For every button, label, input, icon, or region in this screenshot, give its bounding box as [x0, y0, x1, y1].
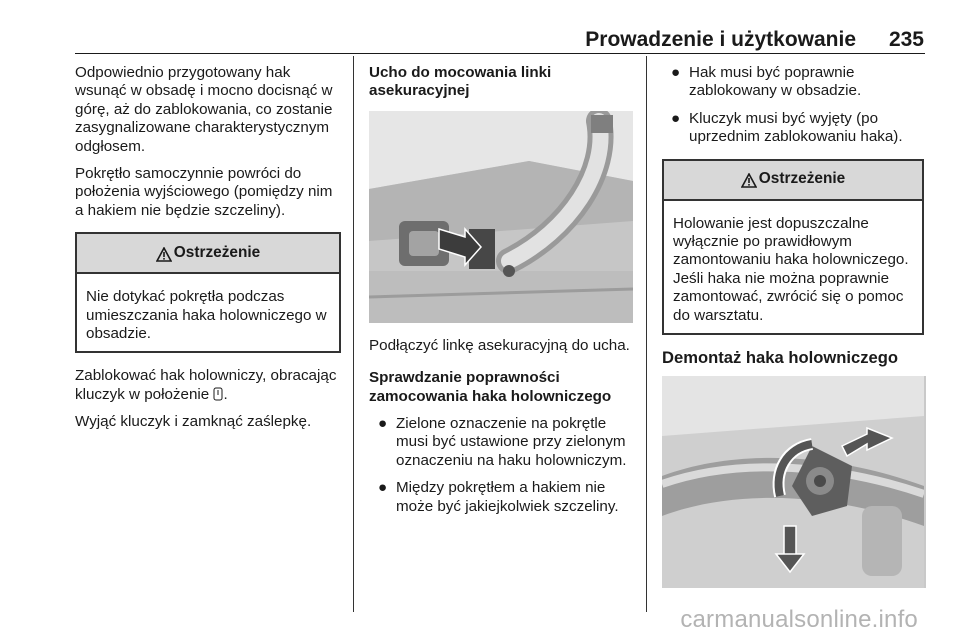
- paragraph-remove-key: Wyjąć kluczyk i zamknąć zaślepkę.: [75, 413, 312, 431]
- warning-box-towing: [662, 159, 924, 335]
- right-column: [662, 64, 924, 588]
- list-item: ● Hak musi być poprawnie zablokowany w obsadzie.: [671, 64, 862, 100]
- warning-title: Ostrzeżenie: [758, 170, 846, 188]
- list-item: ● Zielone oznaczenie na pokrętle musi być ustawione przy zielonym oznaczeniu na haku holowniczym.: [378, 415, 627, 469]
- bullet-icon: ●: [671, 64, 681, 81]
- column-divider-1: [353, 56, 354, 612]
- warning-text: Holowanie jest dopuszczalne wyłącznie po prawidłowym zamontowaniu haka holowniczego. Jeśli haka nie można poprawnie zamontować, zwrócić się o pomoc do warsztatu.: [673, 214, 909, 324]
- remove-hook-illustration: [662, 376, 924, 588]
- watermark: carmanualsonline.info: [680, 606, 918, 633]
- figure-safety-eye: [369, 111, 633, 323]
- warning-header: [664, 161, 922, 201]
- lock-text-after: .: [223, 385, 228, 403]
- warning-triangle-icon: [156, 247, 172, 262]
- paragraph-insert-hook: Odpowiednio przygotowany hak wsunąć w obsadę i mocno docisnąć w górę, aż do zablokowania, co zostanie zasygnalizowane charakterystycznym odgłosem.: [75, 64, 333, 155]
- key-lock-icon: [213, 387, 223, 401]
- column-divider-2: [646, 56, 647, 612]
- requirements-bullet-list: [662, 64, 924, 147]
- check-bullet-list: [369, 415, 637, 516]
- warning-box-knob: [75, 232, 341, 353]
- paragraph-attach-line: Podłączyć linkę asekuracyjną do ucha.: [369, 336, 630, 354]
- heading-check-mounting: Sprawdzanie poprawności zamocowania haka holowniczego: [369, 369, 612, 405]
- warning-header: [77, 234, 339, 274]
- bullet-icon: ●: [378, 479, 388, 497]
- paragraph-lock-hook: [75, 367, 341, 404]
- warning-title: Ostrzeżenie: [173, 244, 261, 262]
- header-title: Prowadzenie i użytkowanie: [585, 28, 856, 51]
- middle-column: [369, 64, 637, 525]
- header-rule: [75, 53, 925, 54]
- figure-remove-hook: [662, 376, 926, 588]
- page-header: [0, 0, 960, 56]
- lock-text-before: Zablokować hak holowniczy, obracając kluczyk w położenie: [75, 367, 337, 403]
- warning-text: Nie dotykać pokrętła podczas umieszczania haka holowniczego w obsadzie.: [86, 288, 327, 343]
- safety-eye-illustration: [369, 111, 633, 323]
- heading-safety-eye: Ucho do mocowania linki asekuracyjnej: [369, 64, 552, 100]
- left-column: [75, 64, 341, 441]
- heading-remove-hook: Demontaż haka holowniczego: [662, 348, 899, 368]
- bullet-icon: ●: [378, 415, 388, 433]
- page-number: 235: [888, 28, 924, 51]
- paragraph-knob-return: Pokrętło samoczynnie powróci do położenia wyjściowego (pomiędzy nim a hakiem nie będzie szczeliny).: [75, 165, 333, 219]
- bullet-icon: ●: [671, 109, 681, 127]
- warning-triangle-icon: [741, 173, 757, 188]
- list-item: ● Między pokrętłem a hakiem nie może być jakiejkolwiek szczeliny.: [378, 479, 619, 515]
- list-item: ● Kluczyk musi być wyjęty (po uprzednim zablokowaniu haka).: [671, 109, 903, 146]
